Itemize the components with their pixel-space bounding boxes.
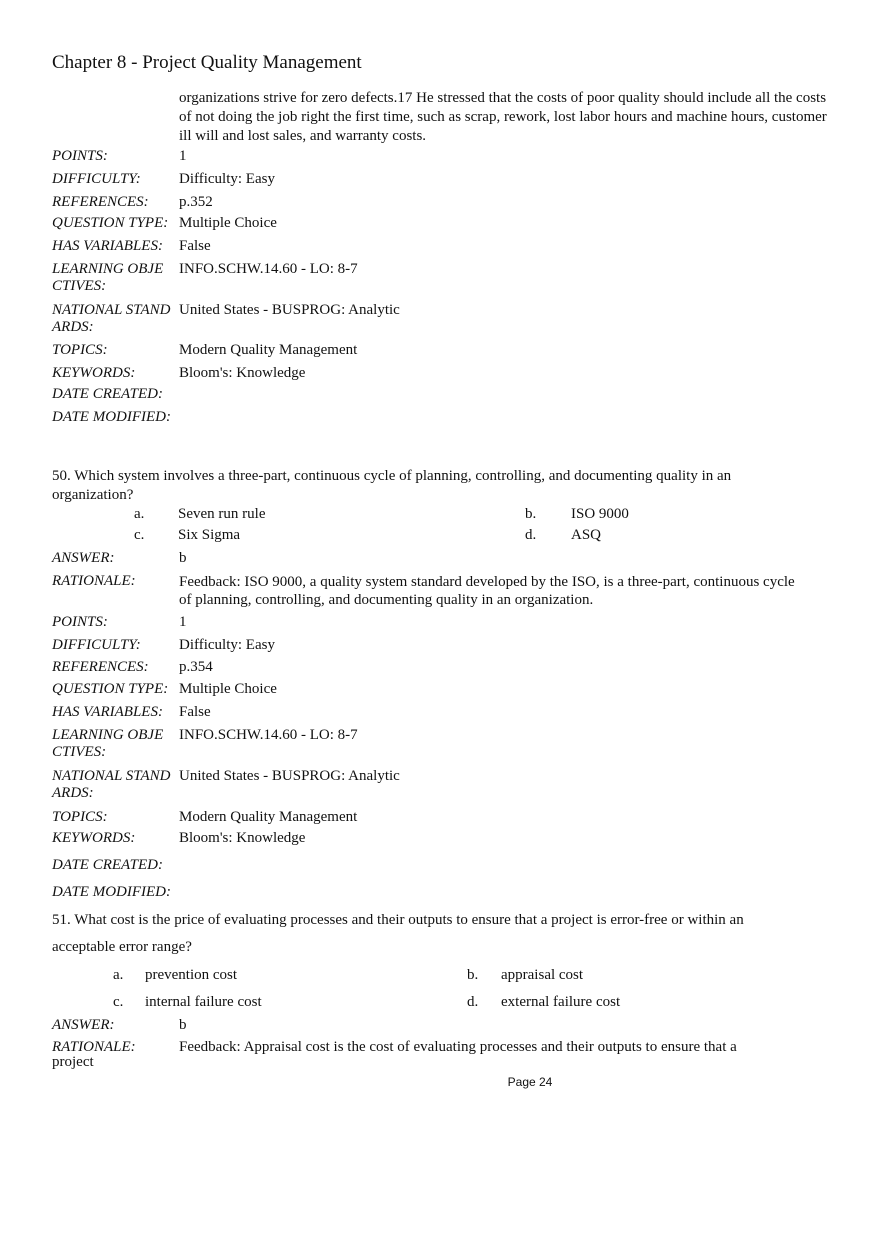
q50-learning-objectives-label: LEARNING OBJE CTIVES: [52, 727, 164, 760]
q51-option-b-letter: b. [467, 967, 479, 983]
q50-learning-objectives-value: INFO.SCHW.14.60 - LO: 8-7 [179, 727, 358, 743]
q51-option-c-letter: c. [113, 994, 124, 1010]
date-modified-label: DATE MODIFIED: [52, 409, 171, 425]
q51-option-d-text: external failure cost [501, 994, 621, 1010]
question-51-text-line1: 51. What cost is the price of evaluating processes and their outputs to ensure that a project is error-free or within an [52, 912, 744, 928]
page-title: Chapter 8 - Project Quality Management [52, 52, 362, 73]
points-value: 1 [179, 148, 187, 164]
has-variables-value: False [179, 238, 211, 254]
q50-references-label: REFERENCES: [52, 659, 149, 675]
q50-keywords-label: KEYWORDS: [52, 830, 136, 846]
q50-national-standards-label: NATIONAL STAND ARDS: [52, 768, 171, 801]
difficulty-label: DIFFICULTY: [52, 171, 141, 187]
page-number: Page 24 [507, 1075, 553, 1089]
q50-date-modified-label: DATE MODIFIED: [52, 884, 171, 900]
points-label: POINTS: [52, 148, 108, 164]
q51-option-a-letter: a. [113, 967, 124, 983]
q50-option-a-letter: a. [134, 506, 145, 522]
question-type-value: Multiple Choice [179, 215, 277, 231]
q51-option-a-text: prevention cost [145, 967, 238, 983]
q50-has-variables-value: False [179, 704, 211, 720]
q50-references-value: p.354 [179, 659, 213, 675]
q51-answer-label: ANSWER: [52, 1017, 115, 1033]
q50-answer-label: ANSWER: [52, 550, 115, 566]
q50-option-b-letter: b. [525, 506, 537, 522]
q51-rationale-text-line2: project [52, 1054, 94, 1070]
q51-option-c-text: internal failure cost [145, 994, 262, 1010]
q51-answer-value: b [179, 1017, 187, 1033]
q50-rationale-text: Feedback: ISO 9000, a quality system standard developed by the ISO, is a three-part, continuous cycle of planning, controlling, and documenting quality in an organization. [179, 574, 795, 608]
q50-keywords-value: Bloom's: Knowledge [179, 830, 306, 846]
references-value: p.352 [179, 194, 213, 210]
q50-option-d-letter: d. [525, 527, 537, 543]
question-type-label: QUESTION TYPE: [52, 215, 169, 231]
q51-option-d-letter: d. [467, 994, 479, 1010]
question-51-text-line2: acceptable error range? [52, 939, 192, 955]
q50-difficulty-label: DIFFICULTY: [52, 637, 141, 653]
keywords-value: Bloom's: Knowledge [179, 365, 306, 381]
q50-answer-value: b [179, 550, 187, 566]
topics-value: Modern Quality Management [179, 342, 358, 358]
q50-question-type-value: Multiple Choice [179, 681, 277, 697]
references-label: REFERENCES: [52, 194, 149, 210]
q50-points-label: POINTS: [52, 614, 108, 630]
learning-objectives-label: LEARNING OBJE CTIVES: [52, 261, 164, 294]
q50-option-a-text: Seven run rule [178, 506, 266, 522]
q50-difficulty-value: Difficulty: Easy [179, 637, 275, 653]
q51-option-b-text: appraisal cost [501, 967, 584, 983]
q50-question-type-label: QUESTION TYPE: [52, 681, 169, 697]
q50-option-d-text: ASQ [571, 527, 602, 543]
learning-objectives-value: INFO.SCHW.14.60 - LO: 8-7 [179, 261, 358, 277]
difficulty-value: Difficulty: Easy [179, 171, 275, 187]
q50-has-variables-label: HAS VARIABLES: [52, 704, 163, 720]
rationale-continuation: organizations strive for zero defects.17 He stressed that the costs of poor quality should include all the costs of not doing the job right the first time, such as scrap, rework, lost labor hours and machine hours, customer ill will and lost sales, and warranty costs. [179, 90, 827, 144]
q51-rationale-label: RATIONALE: [52, 1039, 136, 1055]
topics-label: TOPICS: [52, 342, 108, 358]
q50-topics-label: TOPICS: [52, 809, 108, 825]
national-standards-value: United States - BUSPROG: Analytic [179, 302, 400, 318]
q51-rationale-text-line1: Feedback: Appraisal cost is the cost of evaluating processes and their outputs to ensure that a [179, 1039, 737, 1055]
has-variables-label: HAS VARIABLES: [52, 238, 163, 254]
keywords-label: KEYWORDS: [52, 365, 136, 381]
q50-rationale-label: RATIONALE: [52, 573, 136, 589]
q50-option-c-text: Six Sigma [178, 527, 241, 543]
question-50-text: 50. Which system involves a three-part, continuous cycle of planning, controlling, and documenting quality in an organization? [52, 468, 732, 503]
q50-date-created-label: DATE CREATED: [52, 857, 163, 873]
q50-option-c-letter: c. [134, 527, 145, 543]
q50-national-standards-value: United States - BUSPROG: Analytic [179, 768, 400, 784]
q50-topics-value: Modern Quality Management [179, 809, 358, 825]
date-created-label: DATE CREATED: [52, 386, 163, 402]
q50-option-b-text: ISO 9000 [571, 506, 629, 522]
national-standards-label: NATIONAL STAND ARDS: [52, 302, 171, 335]
q50-points-value: 1 [179, 614, 187, 630]
